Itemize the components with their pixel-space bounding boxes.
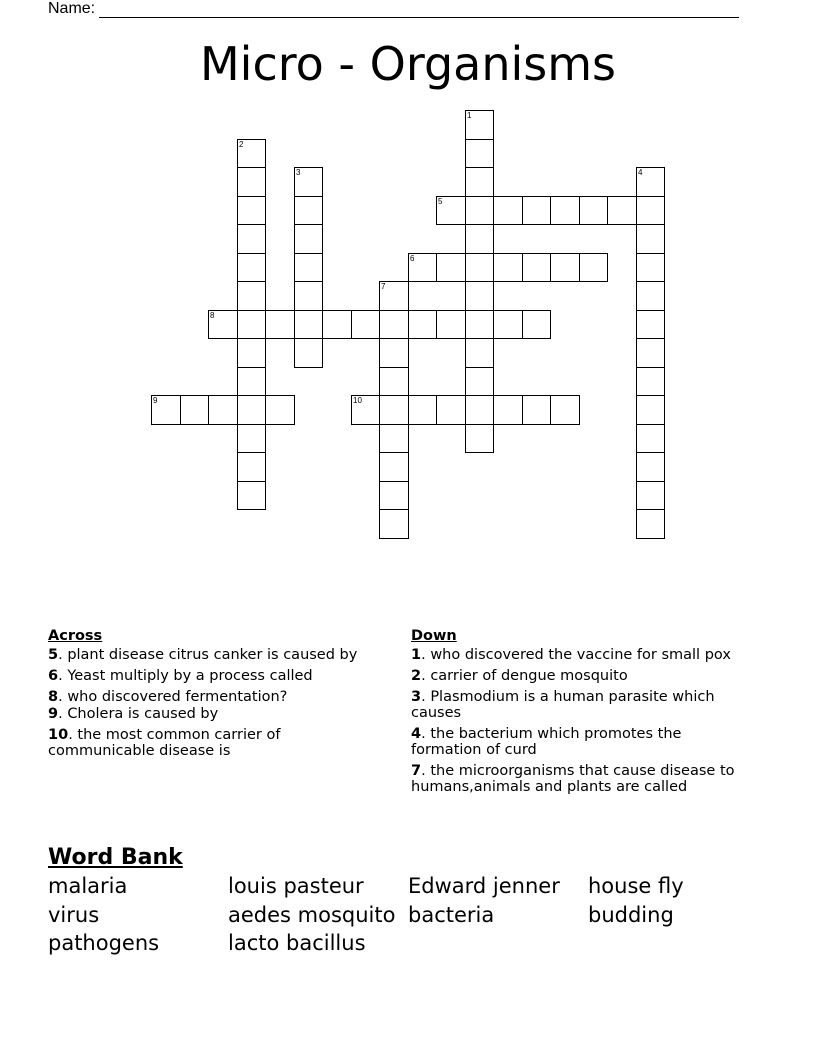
grid-cell[interactable]	[636, 167, 665, 197]
cell-number: 7	[381, 282, 386, 291]
clue-number: 4	[411, 726, 422, 742]
grid-cell[interactable]	[636, 224, 665, 254]
grid-cell[interactable]	[208, 310, 238, 339]
grid-cell[interactable]	[351, 395, 380, 425]
grid-cell[interactable]	[208, 395, 238, 425]
grid-cell[interactable]	[607, 196, 637, 225]
across-clue: 8. who discovered fermentation?	[48, 689, 288, 705]
clue-number: 9	[48, 706, 59, 722]
grid-cell[interactable]	[379, 509, 409, 539]
grid-cell[interactable]	[550, 395, 580, 425]
grid-cell[interactable]	[493, 310, 523, 339]
grid-cell[interactable]	[237, 452, 266, 482]
grid-cell[interactable]	[294, 310, 323, 339]
down-clue: 7. the microorganisms that cause disease to humans,animals and plants are called	[411, 763, 735, 795]
grid-cell[interactable]	[237, 338, 266, 368]
grid-cell[interactable]	[636, 310, 665, 339]
cell-number: 10	[353, 396, 362, 405]
grid-cell[interactable]	[237, 310, 266, 339]
grid-cell[interactable]	[237, 167, 266, 197]
across-clue: 10. the most common carrier of communicable disease is	[48, 727, 281, 759]
across-clue: 6. Yeast multiply by a process called	[48, 668, 313, 684]
down-clue: 3. Plasmodium is a human parasite which causes	[411, 689, 715, 721]
grid-cell[interactable]	[522, 253, 551, 282]
across-clue: 9. Cholera is caused by	[48, 706, 219, 722]
grid-cell[interactable]	[636, 367, 665, 396]
grid-cell[interactable]	[636, 281, 665, 311]
across-clue: 5. plant disease citrus canker is caused by	[48, 647, 358, 663]
grid-cell[interactable]	[237, 424, 266, 453]
across-clues	[48, 628, 398, 764]
down-clue: 2. carrier of dengue mosquito	[411, 668, 628, 684]
grid-cell[interactable]	[465, 224, 494, 254]
word-bank-item: aedes mosquito	[228, 902, 396, 927]
word-bank-title: Word Bank	[48, 845, 183, 870]
grid-cell[interactable]	[636, 452, 665, 482]
grid-cell[interactable]	[465, 139, 494, 168]
grid-cell[interactable]	[379, 395, 409, 425]
grid-cell[interactable]	[379, 281, 409, 311]
grid-cell[interactable]	[379, 424, 409, 453]
clue-number: 3	[411, 689, 422, 705]
clue-number: 1	[411, 647, 422, 663]
grid-cell[interactable]	[294, 167, 323, 197]
grid-cell[interactable]	[180, 395, 209, 425]
word-bank	[48, 872, 768, 958]
grid-cell[interactable]	[237, 224, 266, 254]
grid-cell[interactable]	[351, 310, 380, 339]
across-heading: Across	[48, 628, 103, 644]
cell-number: 5	[438, 197, 443, 206]
grid-cell[interactable]	[237, 395, 266, 425]
grid-cell[interactable]	[636, 424, 665, 453]
clue-text: the most common carrier of communicable disease is	[48, 727, 281, 759]
grid-cell[interactable]	[579, 196, 608, 225]
grid-cell[interactable]	[294, 224, 323, 254]
cell-number: 1	[467, 111, 472, 120]
cell-number: 9	[153, 396, 158, 405]
grid-cell[interactable]	[151, 395, 181, 425]
grid-cell[interactable]	[322, 310, 352, 339]
grid-cell[interactable]	[436, 395, 466, 425]
grid-cell[interactable]	[237, 139, 266, 168]
down-clues	[411, 628, 756, 800]
cell-number: 4	[638, 168, 643, 177]
grid-cell[interactable]	[465, 253, 494, 282]
grid-cell[interactable]	[237, 253, 266, 282]
clue-text: who discovered fermentation?	[67, 689, 288, 705]
grid-cell[interactable]	[379, 481, 409, 510]
grid-cell[interactable]	[465, 424, 494, 453]
grid-cell[interactable]	[522, 310, 551, 339]
clue-number: 5	[48, 647, 59, 663]
clue-number: 6	[48, 668, 59, 684]
grid-cell[interactable]	[408, 253, 437, 282]
grid-cell[interactable]	[379, 310, 409, 339]
cell-number: 3	[296, 168, 301, 177]
grid-cell[interactable]	[550, 253, 580, 282]
grid-cell[interactable]	[265, 395, 295, 425]
grid-cell[interactable]	[465, 167, 494, 197]
grid-cell[interactable]	[379, 338, 409, 368]
grid-cell[interactable]	[493, 253, 523, 282]
word-bank-item: malaria	[48, 874, 128, 898]
word-bank-item: virus	[48, 902, 100, 927]
grid-cell[interactable]	[493, 196, 523, 225]
page-title: Micro - Organisms	[199, 37, 617, 91]
down-heading: Down	[411, 628, 457, 644]
word-bank-item: Edward jenner	[408, 874, 560, 898]
name-label: Name:	[48, 0, 96, 17]
grid-cell[interactable]	[522, 196, 551, 225]
grid-cell[interactable]	[579, 253, 608, 282]
grid-cell[interactable]	[265, 310, 295, 339]
grid-cell[interactable]	[550, 196, 580, 225]
grid-cell[interactable]	[294, 338, 323, 368]
down-clue: 4. the bacterium which promotes the formation of curd	[411, 726, 682, 758]
clue-text: Cholera is caused by	[67, 706, 219, 722]
grid-cell[interactable]	[294, 253, 323, 282]
clue-number: 7	[411, 763, 422, 779]
grid-cell[interactable]	[493, 395, 523, 425]
grid-cell[interactable]	[522, 395, 551, 425]
grid-cell[interactable]	[237, 196, 266, 225]
word-bank-item: louis pasteur	[228, 874, 364, 898]
grid-cell[interactable]	[465, 281, 494, 311]
grid-cell[interactable]	[237, 481, 266, 510]
grid-cell[interactable]	[294, 196, 323, 225]
grid-cell[interactable]	[636, 253, 665, 282]
grid-cell[interactable]	[465, 395, 494, 425]
grid-cell[interactable]	[465, 338, 494, 368]
grid-cell[interactable]	[294, 281, 323, 311]
grid-cell[interactable]	[436, 253, 466, 282]
grid-cell[interactable]	[379, 367, 409, 396]
clue-number: 10	[48, 727, 69, 743]
grid-cell[interactable]	[636, 481, 665, 510]
grid-cell[interactable]	[636, 395, 665, 425]
grid-cell[interactable]	[465, 110, 494, 140]
clue-number: 8	[48, 689, 59, 705]
clue-text: carrier of dengue mosquito	[430, 668, 628, 684]
cell-number: 6	[410, 254, 415, 263]
word-bank-item: pathogens	[48, 931, 160, 955]
word-bank-item: house fly	[588, 874, 684, 898]
grid-cell[interactable]	[408, 310, 437, 339]
clue-text: the bacterium which promotes the formation of curd	[411, 726, 682, 758]
grid-cell[interactable]	[636, 509, 665, 539]
word-bank-item: bacteria	[408, 902, 495, 927]
cell-number: 8	[210, 311, 215, 320]
grid-cell[interactable]	[237, 281, 266, 311]
clue-text: Yeast multiply by a process called	[67, 668, 313, 684]
clue-text: who discovered the vaccine for small pox	[430, 647, 731, 663]
clue-text: Plasmodium is a human parasite which causes	[411, 689, 715, 721]
clue-text: the microorganisms that cause disease to humans,animals and plants are called	[411, 763, 735, 795]
down-clue: 1. who discovered the vaccine for small pox	[411, 647, 731, 663]
cell-number: 2	[239, 140, 244, 149]
grid-cell[interactable]	[436, 310, 466, 339]
grid-cell[interactable]	[237, 367, 266, 396]
grid-cell[interactable]	[636, 196, 665, 225]
grid-cell[interactable]	[465, 367, 494, 396]
grid-cell[interactable]	[379, 452, 409, 482]
grid-cell[interactable]	[465, 196, 494, 225]
grid-cell[interactable]	[636, 338, 665, 368]
word-bank-item: budding	[588, 902, 674, 927]
word-bank-item: lacto bacillus	[228, 931, 366, 955]
clue-number: 2	[411, 668, 422, 684]
grid-cell[interactable]	[408, 395, 437, 425]
clue-text: plant disease citrus canker is caused by	[67, 647, 358, 663]
grid-cell[interactable]	[465, 310, 494, 339]
grid-cell[interactable]	[436, 196, 466, 225]
